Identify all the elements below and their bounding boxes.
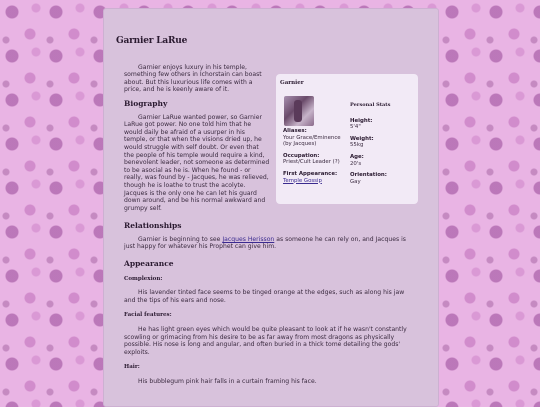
orientation-label: Orientation: xyxy=(350,172,387,179)
character-infobox xyxy=(276,74,418,204)
occupation-label: Occupation: xyxy=(283,152,320,159)
appearance-heading: Appearance xyxy=(124,259,174,269)
weight-value: 55kg xyxy=(350,142,364,149)
relationships-text-after: as someone he can rely on, and Jacques is just happy for whatever his Prophet can give him. xyxy=(124,235,406,251)
weight-label: Weight: xyxy=(350,135,374,142)
character-portrait xyxy=(284,96,314,126)
hair-text: His bubblegum pink hair falls in a curtain framing his face. xyxy=(138,378,317,385)
complexion-text: His lavender tinted face seems to be tinged orange at the edges, such as along his jaw and the tips of his ears and nose. xyxy=(124,289,405,304)
infobox-left-column xyxy=(283,128,349,189)
biography-text: Garnier LaRue wanted power, so Garnier LaRue got power. No one told him that he would daily be afraid of a usurper in his temple, or that when the visions dried up, he would struggle with self doubt. Or even that the people of his temple would require a kind, benevolent leader, not someone as determined to be asocial as he is. When he found - or really, was found by - Jacques, he was relieved, though he is loathe to trust the acolyte. Jacques is the only one he can let his guard down around, and be his normal awkward and grumpy self. xyxy=(124,113,270,212)
occupation-value: Priest/Cult Leader (?) xyxy=(283,159,340,166)
aliases-label: Aliases: xyxy=(283,128,307,134)
relationships-heading: Relationships xyxy=(124,221,182,231)
first-appearance-label: First Appearance: xyxy=(283,170,338,177)
infobox-title: Garnier xyxy=(280,80,304,86)
aliases-value: Your Grace/Eminence (by Jacques) xyxy=(283,134,341,148)
complexion-heading: Complexion: xyxy=(124,275,163,282)
height-value: 5'4" xyxy=(350,124,361,131)
orientation-value: Gay xyxy=(350,178,361,185)
age-value: 20's xyxy=(350,160,362,167)
intro-text: Garnier enjoys luxury in his temple, something few others in Ichorstain can boast about. But this luxurious life comes with a price, and he is keenly aware of it. xyxy=(124,63,262,94)
height-label: Height: xyxy=(350,117,373,124)
page-title: Garnier LaRue xyxy=(116,36,188,46)
facial-features-text: He has light green eyes which would be quite pleasant to look at if he wasn't constantly scowling or grimacing from his desire to be as far away from most dragons as physically possible. His nose is long and angular, and often buried in a thick tome detailing the gods' exploits. xyxy=(124,326,407,356)
jacques-herisson-link[interactable]: Jacques Herisson xyxy=(222,235,275,243)
biography-heading: Biography xyxy=(124,98,168,108)
first-appearance-link[interactable]: Temple Gossip xyxy=(283,177,322,184)
relationships-text-before: Garnier is beginning to see xyxy=(138,235,223,243)
personal-stats-title: Personal Stats xyxy=(350,102,391,108)
hair-heading: Hair: xyxy=(124,364,140,371)
personal-stats xyxy=(350,102,412,190)
facial-features-heading: Facial features: xyxy=(124,312,172,319)
relationships-text xyxy=(124,236,414,251)
age-label: Age: xyxy=(350,153,364,160)
